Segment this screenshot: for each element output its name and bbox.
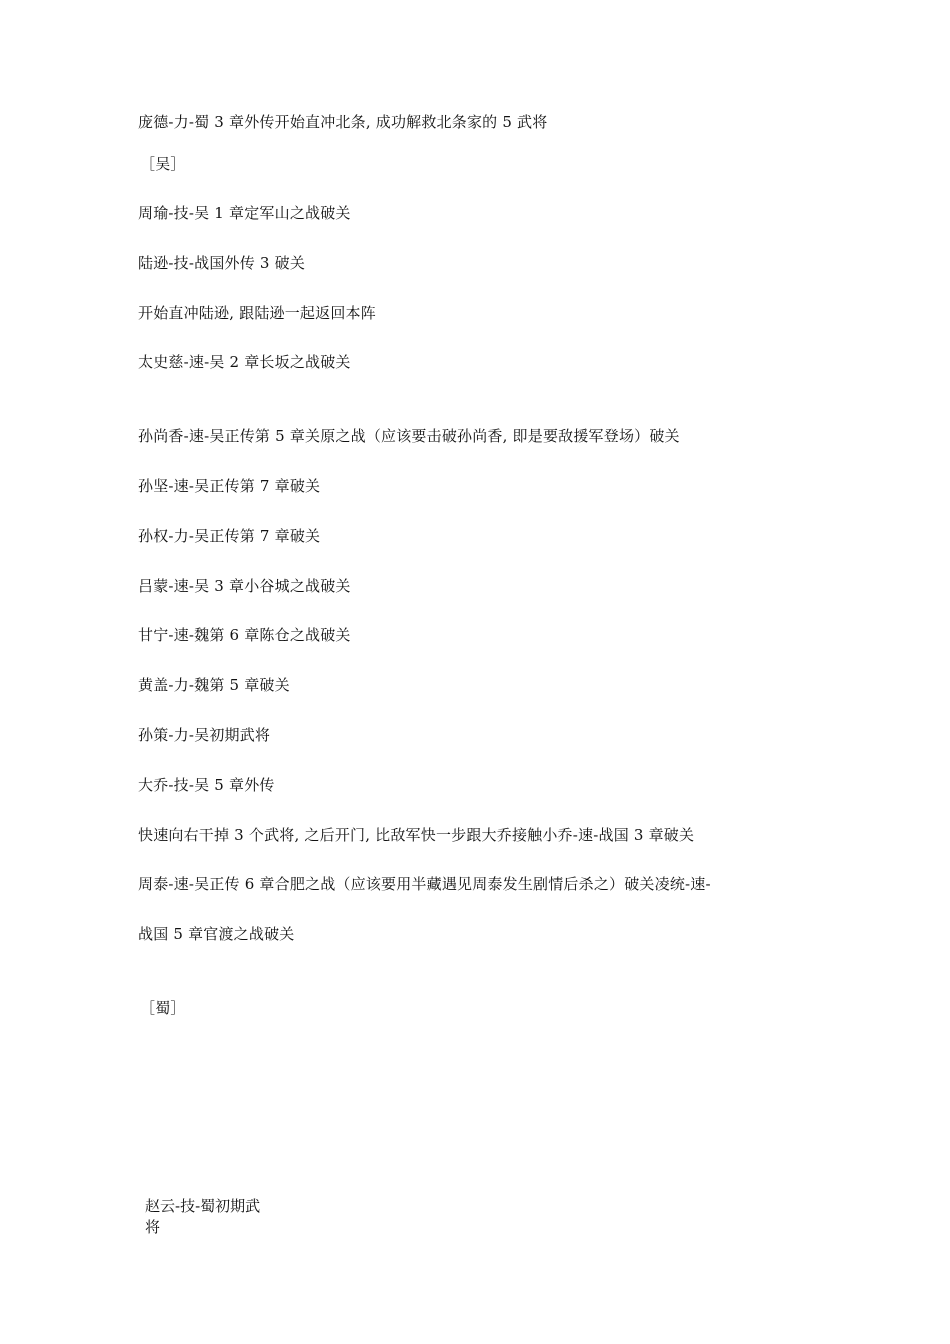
- text-line-zhouyu: 周瑜-技-吴 1 章定军山之战破关: [138, 204, 351, 222]
- text-line-sunce: 孙策-力-吴初期武将: [138, 726, 271, 744]
- text-line-sunshangxiang: 孙尚香-速-吴正传第 5 章关原之战（应该要击破孙尚香, 即是要敌援军登场）破关: [138, 427, 680, 445]
- text-line-daqiao-detail: 快速向右干掉 3 个武将, 之后开门, 比敌军快一步跟大乔接触小乔-速-战国 3 章破关: [138, 826, 695, 844]
- text-block-zhaoyun: [145, 1196, 295, 1238]
- section-heading-shu: ［蜀］: [140, 999, 186, 1017]
- text-line-pangde: 庞德-力-蜀 3 章外传开始直冲北条, 成功解救北条家的 5 武将: [138, 113, 548, 131]
- text-line-lvmeng: 吕蒙-速-吴 3 章小谷城之战破关: [138, 577, 351, 595]
- section-heading-wu: ［吴］: [140, 155, 186, 173]
- text-line-huanggai: 黄盖-力-魏第 5 章破关: [138, 676, 290, 694]
- text-line-zhoutai: 周泰-速-吴正传 6 章合肥之战（应该要用半藏遇见周泰发生剧情后杀之）破关凌统-速-: [138, 875, 711, 893]
- text-line-lingtong-continued: 战国 5 章官渡之战破关: [138, 925, 295, 943]
- text-line-luxun-detail: 开始直冲陆逊, 跟陆逊一起返回本阵: [138, 304, 376, 322]
- text-line-zhaoyun-2: 将: [145, 1218, 161, 1236]
- text-line-taishici: 太史慈-速-吴 2 章长坂之战破关: [138, 353, 351, 371]
- text-line-daqiao: 大乔-技-吴 5 章外传: [138, 776, 275, 794]
- text-line-luxun: 陆逊-技-战国外传 3 破关: [138, 254, 306, 272]
- text-line-sunquan: 孙权-力-吴正传第 7 章破关: [138, 527, 321, 545]
- text-line-sunjian: 孙坚-速-吴正传第 7 章破关: [138, 477, 321, 495]
- text-line-ganning: 甘宁-速-魏第 6 章陈仓之战破关: [138, 626, 351, 644]
- text-line-zhaoyun-1: 赵云-技-蜀初期武: [145, 1197, 261, 1215]
